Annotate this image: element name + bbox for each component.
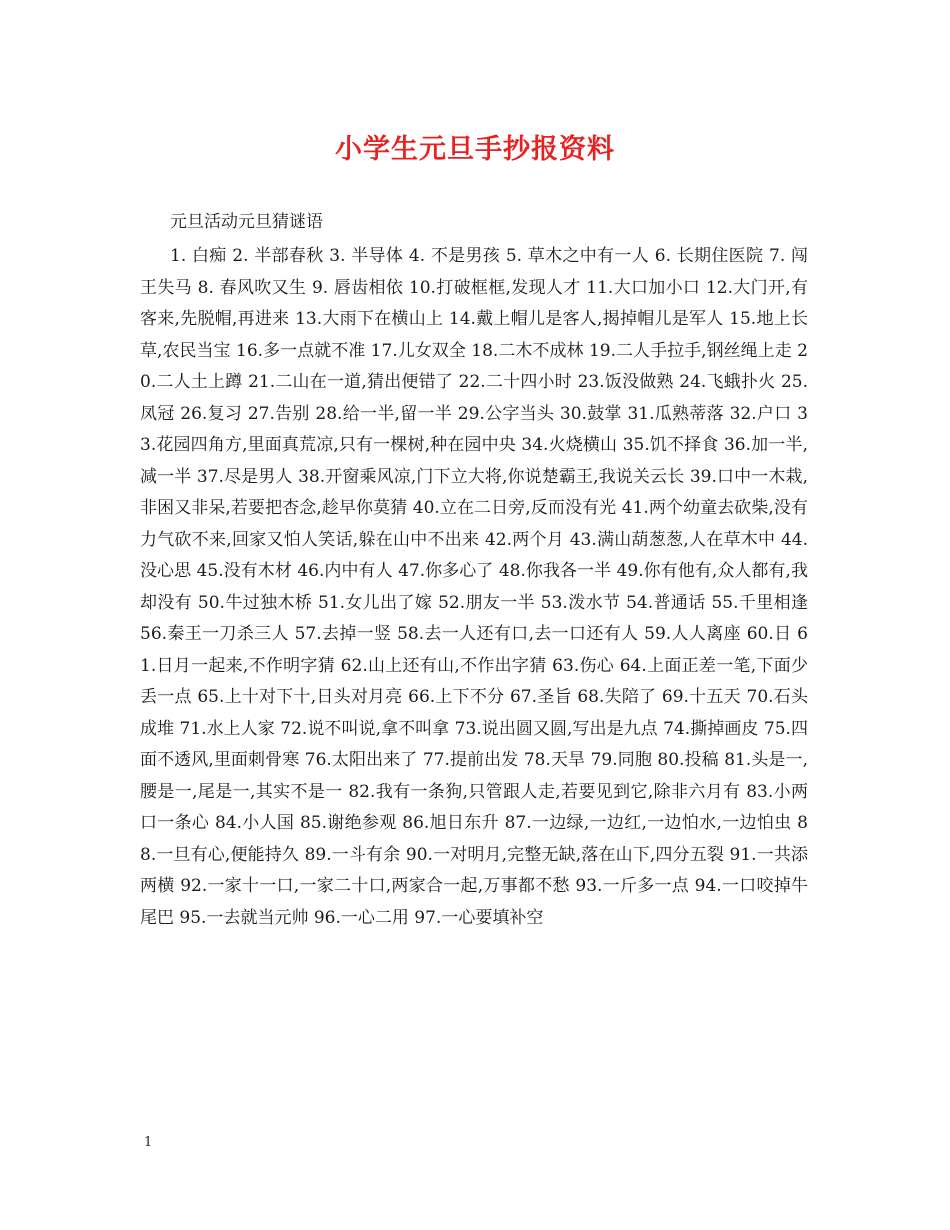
section-heading: 元旦活动元旦猜谜语 — [170, 212, 323, 232]
riddle-list-paragraph: 1. 白痴 2. 半部春秋 3. 半导体 4. 不是男孩 5. 草木之中有一人 6. 长期住医院 7. 闯王失马 8. 春风吹又生 9. 唇齿相依 10.打破框框,发现人才 11.大口加小口 12.大门开,有客来,先脱帽,再进来 13.大雨下在横山上 14.戴上帽儿是客人,揭掉帽儿是军人 15.地上长草,农民当宝 16.多一点就不准 17.儿女双全 18.二木不成林 19.二人手拉手,钢丝绳上走 20.二人土上蹲 21.二山在一道,猜出便错了 22.二十四小时 23.饭没做熟 24.飞蛾扑火 25.凤冠 26.复习 27.告别 28.给一半,留一半 29.公字当头 30.鼓掌 31.瓜熟蒂落 32.户口 33.花园四角方,里面真荒凉,只有一棵树,种在园中央 34.火烧横山 35.饥不择食 36.加一半,减一半 37.尽是男人 38.开窗乘风凉,门下立大将,你说楚霸王,我说关云长 39.口中一木栽,非困又非呆,若要把杏念,趁早你莫猜 40.立在二日旁,反而没有光 41.两个幼童去砍柴,没有力气砍不来,回家又怕人笑话,躲在山中不出来 42.两个月 43.满山葫葱葱,人在草木中 44.没心思 45.没有木材 46.内中有人 47.你多心了 48.你我各一半 49.你有他有,众人都有,我却没有 50.牛过独木桥 51.女儿出了嫁 52.朋友一半 53.泼水节 54.普通话 55.千里相逢 56.秦王一刀杀三人 57.去掉一竖 58.去一人还有口,去一口还有人 59.人人离座 60.日 61.日月一起来,不作明字猜 62.山上还有山,不作出字猜 63.伤心 64.上面正差一笔,下面少丢一点 65.上十对下十,日头对月亮 66.上下不分 67.圣旨 68.失陪了 69.十五天 70.石头成堆 71.水上人家 72.说不叫说,拿不叫拿 73.说出圆又圆,写出是九点 74.撕掉画皮 75.四面不透风,里面刺骨寒 76.太阳出来了 77.提前出发 78.天旱 79.同胞 80.投稿 81.头是一,腰是一,尾是一,其实不是一 82.我有一条狗,只管跟人走,若要见到它,除非六月有 83.小两口一条心 84.小人国 85.谢绝参观 86.旭日东升 87.一边绿,一边红,一边怕水,一边怕虫 88.一旦有心,便能持久 89.一斗有余 90.一对明月,完整无缺,落在山下,四分五裂 91.一共添两横 92.一家十一口,一家二十口,两家合一起,万事都不愁 93.一斤多一点 94.一口咬掉牛尾巴 95.一去就当元帅 96.一心二用 97.一心要填补空 — [140, 246, 808, 928]
document-title: 小学生元旦手抄报资料 — [335, 134, 615, 165]
page-number: 1 — [144, 1135, 153, 1150]
